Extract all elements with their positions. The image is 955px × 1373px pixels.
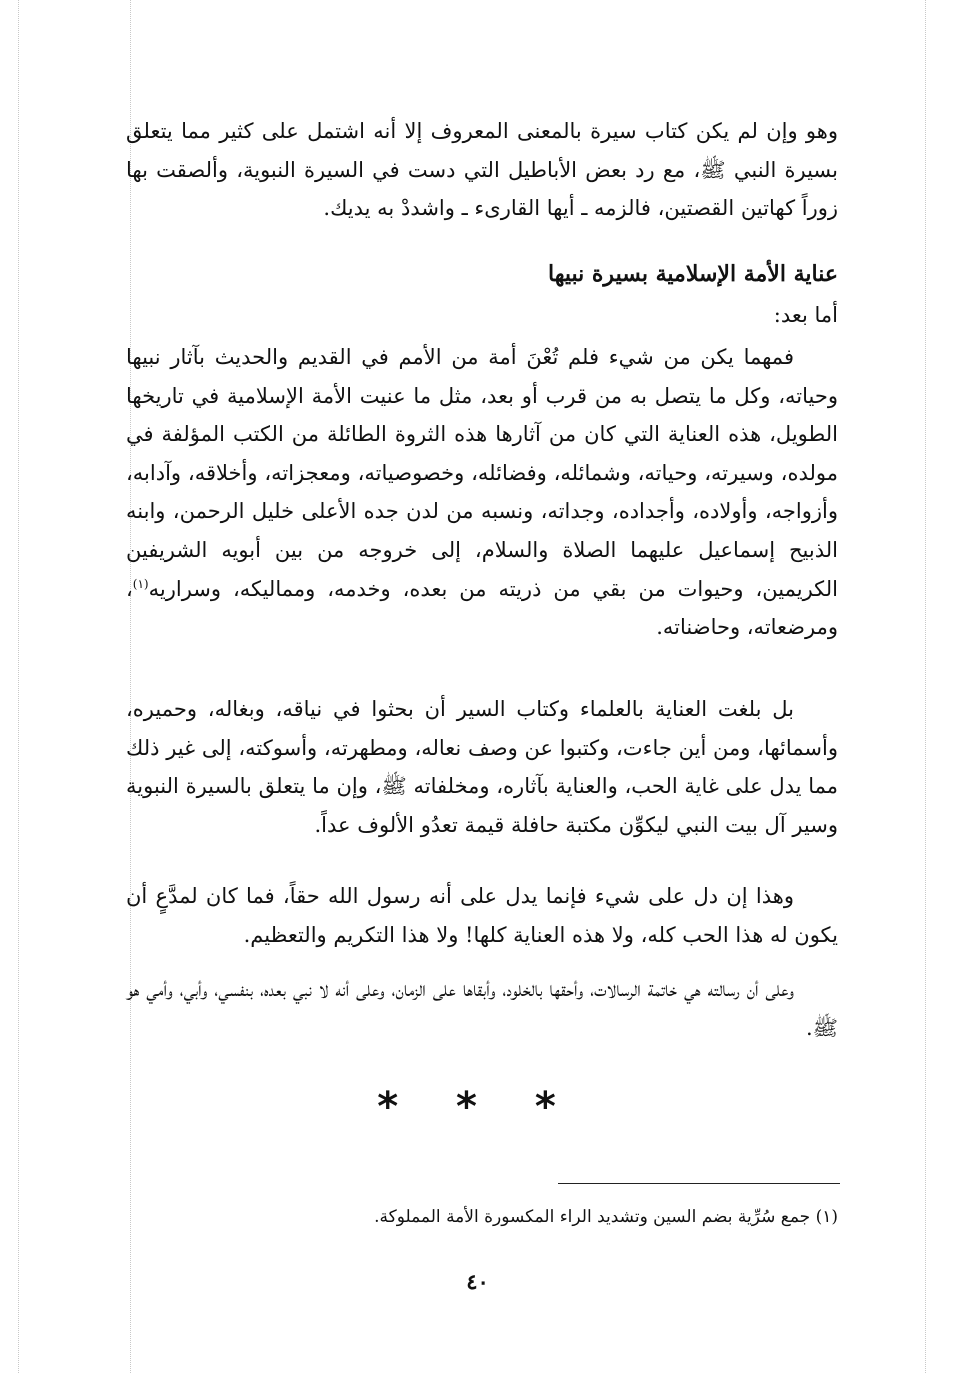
- main-paragraph-ending: ، ومرضعاته، وحاضناته.: [126, 576, 838, 640]
- page-number: ٤٠: [466, 1269, 489, 1294]
- intro-paragraph: وهو وإن لم يكن كتاب سيرة بالمعنى المعروف إلا أنه اشتمل على كثير مما يتعلق بسيرة النبي ﷺ، مع رد بعض الأباطيل التي دست في السيرة النبوية، وألصقت بها زوراً كهاتين القصتين، فالزمه ـ أيها القارىء ـ واشددْ به يديك.: [126, 119, 838, 221]
- paragraph-final-message-text: وعلى أن رسالته هي خاتمة الرسالات، وأحقها بالخلود، وأبقاها على الزمان، وعلى أنه لا نبي بعده، بنفسي، وأبي، وأمي هو ﷺ.: [126, 977, 838, 1040]
- main-paragraph-text: فمهما يكن من شيء فلم تُعْنَ أمة من الأمم في القديم والحديث بآثار نبيها وحياته، وكل ما يتصل به من قرب أو بعد، مثل ما عنيت الأمة الإسلامية في تاريخها الطويل، هذه العناية التي كان من آثارها هذه الثروة الطائلة من الكتب المؤلفة في مولده، وسيرته، وحياته، وشمائله، وفضائله، وخصوصياته، ومعجزاته، وأخلاقه، وآدابه، وأزواجه، وأولاده، وأجداده، وجداته، ونسبه من لدن جده الأعلى خليل الرحمن، وابنه الذبيح إسماعيل عليهما الصلاة والسلام، إلى خروجه من بين أبويه الشريفين الكريمين، وحيوات من بقي من ذريته من بعده، وخدمه، ومماليكه، وسراريه: [126, 345, 838, 601]
- amma-baad-line: أما بعد:: [773, 303, 838, 327]
- footnote-divider: [558, 1183, 840, 1184]
- asterisk-separator: * * *: [377, 1084, 578, 1130]
- right-margin-artifact: [925, 0, 927, 1373]
- paragraph-care-of-scholars-text: بل بلغت العناية بالعلماء وكتاب السير أن بحثوا في نياقه، وبغاله، وحميره، وأسمائها، ومن أين جاءت، وكتبوا عن وصف نعاله، ومطهرته، وأسوكته، إلى غير ذلك مما يدل على غاية الحب، والعناية بآثاره، ومخلفاته ﷺ، وإن ما يتعلق بالسيرة النبوية وسير آل بيت النبي ليكوِّن مكتبة حافلة قيمة تعدُو الألوف عداً.: [126, 697, 838, 837]
- left-margin-artifact: [18, 0, 20, 1373]
- paragraph-proof: [126, 877, 838, 954]
- main-paragraph: [126, 338, 838, 647]
- footnote-marker[interactable]: (١): [132, 576, 149, 591]
- section-heading: عناية الأمة الإسلامية بسيرة نبيها: [548, 261, 838, 287]
- footnote: (١) جمع سُرِّية بضم السين وتشديد الراء المكسورة الأمة المملوكة.: [374, 1207, 838, 1227]
- paragraph-proof-text: وهذا إن دل على شيء فإنما يدل على أنه رسول الله حقاً، فما كان لمدَّعٍ أن يكون له هذا الحب كله، ولا هذه العناية كلها! ولا هذا التكريم والتعظيم.: [126, 884, 838, 947]
- paragraph-care-of-scholars: [126, 690, 838, 844]
- paragraph-final-message: [126, 970, 838, 1047]
